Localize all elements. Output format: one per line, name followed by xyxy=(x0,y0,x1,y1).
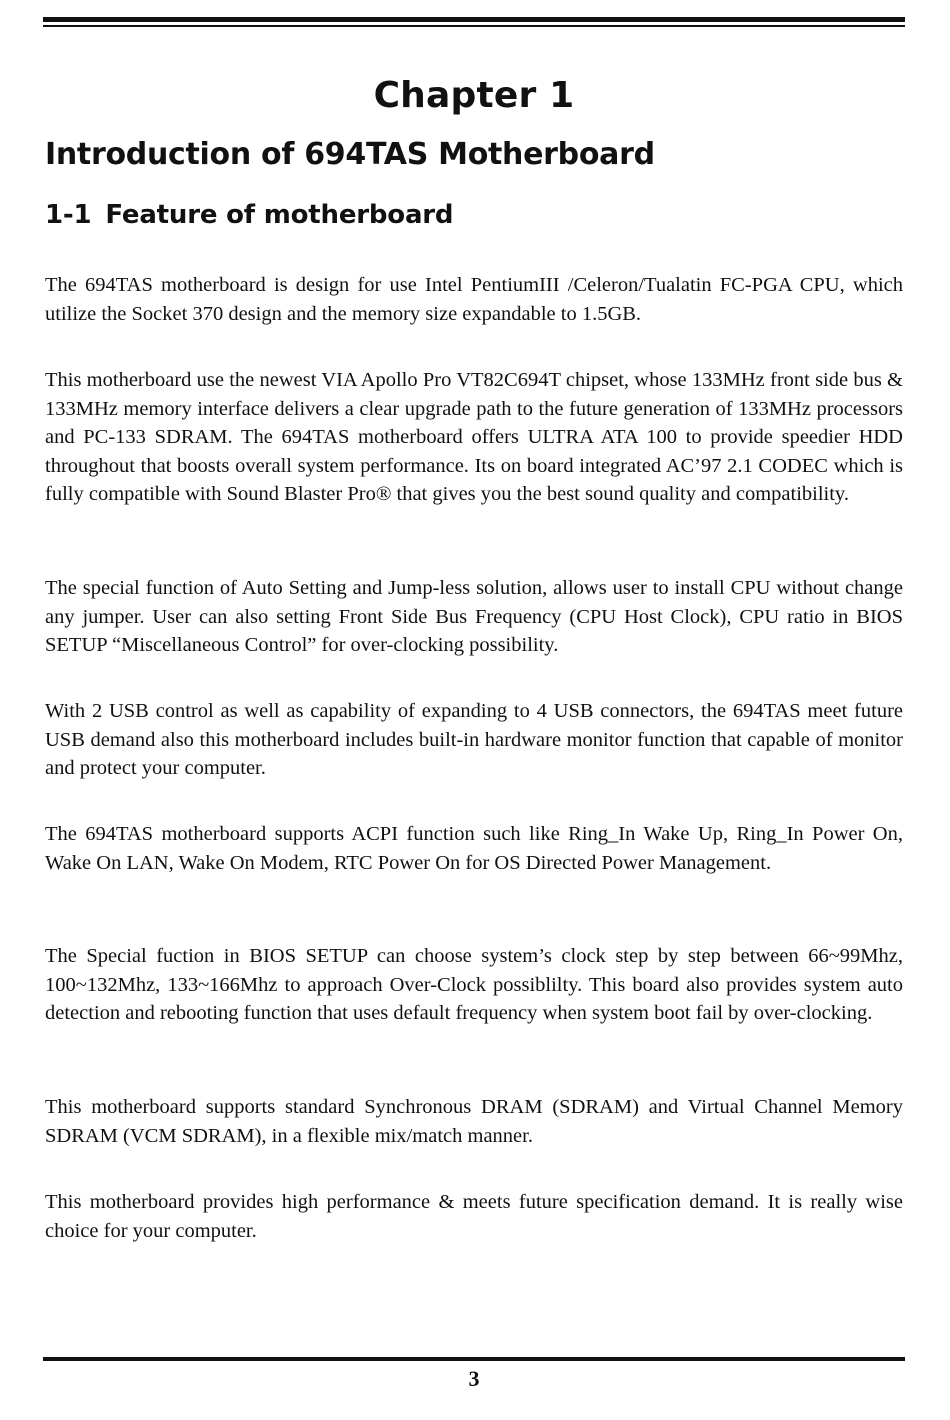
paragraph-auto-setting: The special function of Auto Setting and Jump-less solution, allows user to install CPU without change any jumper. User can also setting Front Side Bus Frequency (CPU Host Clock), CPU ratio in BIOS SETUP “Miscellaneous Control” for over-clocking possibility. xyxy=(45,577,903,656)
paragraph-bios-clock: The Special fuction in BIOS SETUP can choose system’s clock step by step between 66~99Mhz, 100~132Mhz, 133~166Mhz to approach Over-Clock possiblilty. This board also provides system auto detection and rebooting function that uses default frequency when system boot fail by over-clocking. xyxy=(45,945,903,1024)
paragraph-chipset: This motherboard use the newest VIA Apollo Pro VT82C694T chipset, whose 133MHz front side bus & 133MHz memory interface delivers a clear upgrade path to the future generation of 133MHz processors and PC-133 SDRAM. The 694TAS motherboard offers ULTRA ATA 100 to provide speedier HDD throughout that boosts overall system performance. Its on board integrated AC’97 2.1 CODEC which is fully compatible with Sound Blaster Pro® that gives you the best sound quality and compatibility. xyxy=(45,369,903,505)
section-heading xyxy=(45,199,453,231)
paragraph-acpi: The 694TAS motherboard supports ACPI function such like Ring_In Wake Up, Ring_In Power On, Wake On LAN, Wake On Modem, RTC Power On for OS Directed Power Management. xyxy=(45,823,903,874)
page-number: 3 xyxy=(468,1366,480,1391)
header-rule-thick xyxy=(43,17,905,22)
chapter-title: Introduction of 694TAS Motherboard xyxy=(45,137,655,172)
paragraph-sdram: This motherboard supports standard Synchronous DRAM (SDRAM) and Virtual Channel Memory SDRAM (VCM SDRAM), in a flexible mix/match manner. xyxy=(45,1096,903,1147)
section-number: 1-1 xyxy=(45,200,92,230)
paragraph-cpu-support: The 694TAS motherboard is design for use Intel PentiumIII /Celeron/Tualatin FC-PGA CPU, which utilize the Socket 370 design and the memory size expandable to 1.5GB. xyxy=(45,274,903,325)
section-title: Feature of motherboard xyxy=(105,200,454,230)
paragraph-conclusion: This motherboard provides high performance & meets future specification demand. It is really wise choice for your computer. xyxy=(45,1191,903,1242)
chapter-heading: Chapter 1 xyxy=(373,75,575,116)
header-rule-thin xyxy=(43,25,905,27)
paragraph-usb: With 2 USB control as well as capability of expanding to 4 USB connectors, the 694TAS meet future USB demand also this motherboard includes built-in hardware monitor function that capable of monitor and protect your computer. xyxy=(45,700,903,779)
footer-rule xyxy=(43,1357,905,1361)
